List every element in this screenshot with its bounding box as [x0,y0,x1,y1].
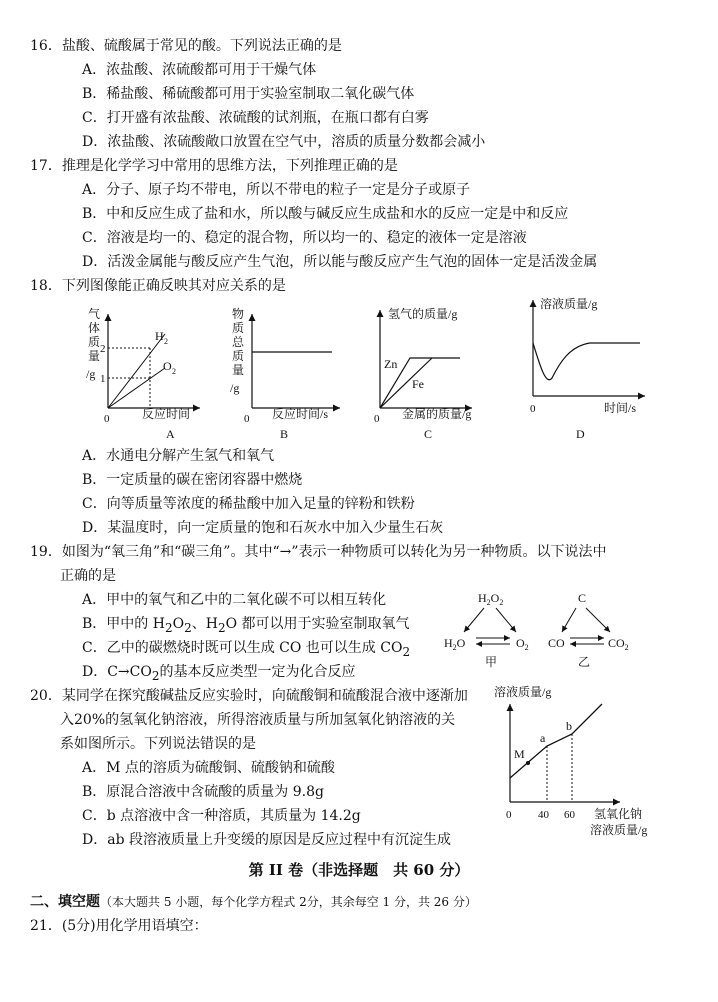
graph-a-tick-1: 1 [100,373,106,385]
q20-xlabel-1: 氢氧化钠 [594,807,643,821]
graph-b-origin: 0 [244,413,250,425]
graph-a-tick-2: 2 [100,343,106,355]
q20-ylabel: 溶液质量/g [494,685,552,699]
graph-b-label: B [280,427,289,441]
graph-a-o2-sub: 2 [172,367,176,376]
graph-b-ylabel-6: /g [230,381,240,395]
q20-stem-line2: 入20%的氢氧化钠溶液，所得溶液质量与所加氢氧化钠溶液的关 [60,712,456,728]
graph-d-origin: 0 [530,403,536,415]
q20-point-b: b [566,719,572,733]
q16-option-b: B．稀盐酸、稀硫酸都可用于实验室制取二氧化碳气体 [82,86,415,102]
graph-d-xlabel: 时间/s [604,401,637,415]
jia-bottom-right: $O_2$ [516,636,529,652]
q20-option-c: C．b 点溶液中含一种溶质，其质量为 14.2g [82,808,361,824]
jia-bottom-left: $H_2O$ [444,636,466,652]
q20-point-a: a [540,731,546,745]
q19-option-b: B．甲中的 $H_2O_2$、$H_2O$ 都可以用于实验室制取氧气 [82,616,410,635]
q17-option-b: B．中和反应生成了盐和水，所以酸与碱反应生成盐和水的反应一定是中和反应 [82,206,569,222]
q20-tick-60: 60 [564,809,575,821]
q20-origin: 0 [506,809,512,821]
graph-b [230,306,340,441]
q20-option-b: B．原混合溶液中含硫酸的质量为 9.8g [82,784,324,800]
graph-a-h2-sub: 2 [164,337,168,346]
q17-option-c: C．溶液是均一的、稳定的混合物，所以均一的、稳定的液体一定是溶液 [82,230,527,246]
graph-a-origin: 0 [104,413,110,425]
yi-label: 乙 [578,655,591,669]
q16-stem: 16．盐酸、硫酸属于常见的酸。下列说法正确的是 [30,38,342,54]
q20-stem-line3: 系如图所示。下列说法错误的是 [60,736,256,752]
graph-a-ylabel-4: 量 [88,349,101,363]
q21-stem: 21．(5分)用化学用语填空： [30,918,208,934]
q19-option-c: C．乙中的碳燃烧时既可以生成 CO 也可以生成 $CO_2$ [82,640,411,659]
graph-d-ylabel: 溶液质量/g [540,297,598,311]
q20-point-m: M [514,747,525,761]
q19-stem-line2: 正确的是 [60,568,116,584]
graph-b-ylabel-4: 质 [232,349,245,363]
graph-a-xlabel: 反应时间 [142,407,191,421]
part-2-heading: 二、填空题（本大题共 5 小题，每个化学方程式 2分，其余每空 1 分，共 26 分） [30,894,477,910]
graph-c-fe: Fe [412,377,424,391]
graph-b-xlabel: 反应时间/s [272,407,329,421]
graph-a-h2: H [155,329,164,343]
graph-d-label: D [576,427,585,441]
graph-c-label: C [424,427,433,441]
graph-a-ylabel-5: /g [86,367,96,381]
graph-a-o2: O [163,359,172,373]
q20-graph [490,684,690,844]
graph-c-xlabel: 金属的质量/g [402,407,472,421]
graph-a-ylabel-1: 气 [88,307,101,321]
q20-option-d: D．ab 段溶液质量上升变缓的原因是反应过程中有沉淀生成 [82,832,451,848]
graph-c-ylabel: 氢气的质量/g [388,307,458,321]
q19-stem-line1: 19．如图为“氧三角”和“碳三角”。其中“→”表示一种物质可以转化为另一种物质。以下说法中 [30,544,607,560]
graph-b-ylabel-3: 总 [232,335,245,349]
graph-b-ylabel-5: 量 [232,363,245,377]
q18-option-c: C．向等质量等浓度的稀盐酸中加入足量的锌粉和铁粉 [82,496,415,512]
q16-option-a: A．浓盐酸、浓硫酸都可用于干燥气体 [82,62,317,78]
q20-tick-40: 40 [538,809,549,821]
q20-xlabel-2: 溶液质量/g [590,823,648,837]
graph-d [530,296,645,441]
q17-stem: 17．推理是化学学习中常用的思维方法，下列推理正确的是 [30,158,398,174]
graph-c-zn: Zn [384,357,398,371]
jia-top: $H_2O_2$ [478,591,504,607]
q18-option-b: B．一定质量的碳在密闭容器中燃烧 [82,472,303,488]
jia-label: 甲 [485,655,498,669]
q18-option-d: D．某温度时，向一定质量的饱和石灰水中加入少量生石灰 [82,520,444,536]
q19-triangles [440,586,640,676]
q17-option-a: A．分子、原子均不带电，所以不带电的粒子一定是分子或原子 [82,182,471,198]
q19-option-a: A．甲中的氧气和乙中的二氧化碳不可以相互转化 [82,592,387,608]
q19-option-d: D．$C\to CO_2$的基本反应类型一定为化合反应 [82,664,356,683]
yi-bottom-right: $CO_2$ [608,636,629,652]
graph-b-ylabel-1: 物 [232,307,245,321]
yi-bottom-left: CO [548,636,565,650]
graph-a [86,306,200,441]
q18-graphs [0,296,718,446]
graph-a-ylabel-2: 体 [88,321,101,335]
q20-stem-line1: 20．某同学在探究酸碱盐反应实验时，向硫酸铜和硫酸混合液中逐渐加 [30,688,468,704]
graph-b-ylabel-2: 质 [232,321,245,335]
q18-stem: 18．下列图像能正确反映其对应关系的是 [30,278,286,294]
q17-option-d: D．活泼金属能与酸反应产生气泡，所以能与酸反应产生气泡的固体一定是活泼金属 [82,254,598,270]
q18-option-a: A．水通电分解产生氢气和氧气 [82,448,275,464]
graph-c-origin: 0 [374,413,380,425]
q20-option-a: A．M 点的溶质为硫酸铜、硫酸钠和硫酸 [82,760,335,776]
graph-a-ylabel-3: 质 [88,335,101,349]
graph-c [374,306,472,441]
section-2-title: 第 II 卷（非选择题 共 60 分） [248,861,470,879]
q16-option-d: D．浓盐酸、浓硫酸敞口放置在空气中，溶质的质量分数都会减小 [82,134,486,150]
oxygen-triangle [444,591,529,669]
carbon-triangle [548,591,629,669]
yi-top: C [578,591,587,605]
graph-a-label: A [166,427,175,441]
q16-option-c: C．打开盛有浓盐酸、浓硫酸的试剂瓶，在瓶口都有白雾 [82,110,429,126]
